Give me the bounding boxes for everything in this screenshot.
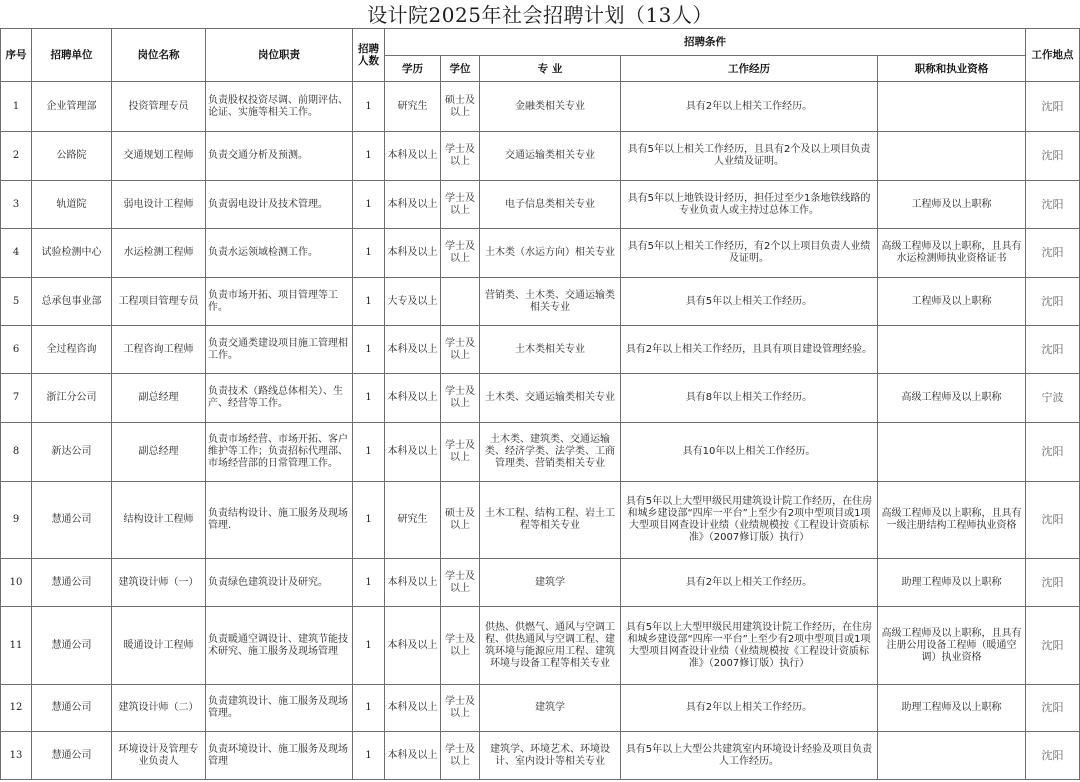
cell-experience: 具有5年以上相关工作经历，有2个以上项目负责人业绩及证明。: [621, 229, 878, 278]
cell-major: 建筑学: [480, 559, 621, 607]
cell-qualification: 高级工程师及以上职称，且具有注册公用设备工程师（暖通空调）执业资格: [878, 607, 1026, 685]
cell-major: 土木类相关专业: [480, 326, 621, 374]
cell-unit: 轨道院: [32, 181, 112, 229]
cell-experience: 具有5年以上地铁设计经历，担任过至少1条地铁线路的专业负责人或主持过总体工作。: [621, 181, 878, 229]
cell-education: 本科及以上: [385, 326, 441, 374]
cell-duty: 负责暖通空调设计、建筑节能技术研究、施工服务及现场管理: [206, 607, 353, 685]
cell-qualification: 工程师及以上职称: [878, 278, 1026, 326]
header-location: 工作地点: [1026, 29, 1080, 82]
cell-duty: 负责交通类建设项目施工管理相工作。: [206, 326, 353, 374]
cell-duty: 负责水运领域检测工作。: [206, 229, 353, 278]
cell-major: 土木类、建筑类、交通运输类、经济学类、法学类、工商管理类、营销类相关专业: [480, 423, 621, 482]
cell-count: 1: [353, 82, 385, 132]
cell-position: 副总经理: [112, 423, 206, 482]
cell-major: 建筑学、环境艺术、环境设计、室内设计等相关专业: [480, 732, 621, 780]
table-row: [1, 482, 1080, 559]
cell-seq: 11: [1, 607, 32, 685]
cell-major: 土木工程、结构工程、岩土工程等相关专业: [480, 482, 621, 559]
cell-seq: 5: [1, 278, 32, 326]
cell-seq: 1: [1, 82, 32, 132]
cell-location: 沈阳: [1026, 423, 1080, 482]
header-experience: 工作经历: [621, 56, 878, 82]
table-row: [1, 132, 1080, 181]
cell-count: 1: [353, 229, 385, 278]
cell-position: 结构设计工程师: [112, 482, 206, 559]
table-row: [1, 607, 1080, 685]
cell-qualification: 高级工程师及以上职称: [878, 374, 1026, 423]
cell-count: 1: [353, 685, 385, 732]
cell-count: 1: [353, 278, 385, 326]
cell-duty: 负责建筑设计、施工服务及现场管理。: [206, 685, 353, 732]
cell-degree: 硕士及以上: [441, 82, 480, 132]
cell-experience: 具有5年以上相关工作经历。: [621, 278, 878, 326]
cell-major: 供热、供燃气、通风与空调工程、供热通风与空调工程、建筑环境与能源应用工程、建筑环境与设备工程等相关专业: [480, 607, 621, 685]
cell-location: 沈阳: [1026, 278, 1080, 326]
header-row-top: [1, 29, 1080, 56]
cell-education: 本科及以上: [385, 685, 441, 732]
cell-qualification: 高级工程师及以上职称，且具有水运检测师执业资格证书: [878, 229, 1026, 278]
cell-major: 营销类、土木类、交通运输类相关专业: [480, 278, 621, 326]
cell-experience: 具有5年以上大型甲级民用建筑设计院工作经历，在住房和城乡建设部“四库一平台”上至少有2项中型项目或1项大型项目网查设计业绩（业绩规模按《工程设计资质标准》（2007修订版）执行）: [621, 482, 878, 559]
cell-seq: 4: [1, 229, 32, 278]
cell-unit: 浙江分公司: [32, 374, 112, 423]
table-row: [1, 326, 1080, 374]
cell-major: 金融类相关专业: [480, 82, 621, 132]
cell-count: 1: [353, 423, 385, 482]
header-count: 招聘人数: [353, 29, 385, 82]
cell-position: 建筑设计师（二）: [112, 685, 206, 732]
cell-duty: 负责交通分析及预测。: [206, 132, 353, 181]
cell-unit: 公路院: [32, 132, 112, 181]
cell-seq: 7: [1, 374, 32, 423]
cell-location: 沈阳: [1026, 181, 1080, 229]
cell-duty: 负责市场开拓、项目管理等工作。: [206, 278, 353, 326]
cell-education: 本科及以上: [385, 607, 441, 685]
cell-experience: 具有5年以上相关工作经历，且具有2个及以上项目负责人业绩及证明。: [621, 132, 878, 181]
header-education: 学历: [385, 56, 441, 82]
cell-count: 1: [353, 482, 385, 559]
cell-location: 沈阳: [1026, 685, 1080, 732]
cell-location: 沈阳: [1026, 229, 1080, 278]
cell-seq: 9: [1, 482, 32, 559]
cell-experience: 具有2年以上相关工作经历。: [621, 685, 878, 732]
cell-degree: 学士及以上: [441, 607, 480, 685]
cell-position: 工程项目管理专员: [112, 278, 206, 326]
header-qualification: 职称和执业资格: [878, 56, 1026, 82]
cell-location: 沈阳: [1026, 132, 1080, 181]
cell-major: 电子信息类相关专业: [480, 181, 621, 229]
cell-unit: 新达公司: [32, 423, 112, 482]
cell-count: 1: [353, 326, 385, 374]
cell-education: 本科及以上: [385, 732, 441, 780]
cell-education: 本科及以上: [385, 559, 441, 607]
cell-degree: 学士及以上: [441, 685, 480, 732]
cell-duty: 负责股权投资尽调、前期评估、论证、实施等相关工作。: [206, 82, 353, 132]
cell-seq: 10: [1, 559, 32, 607]
cell-count: 1: [353, 559, 385, 607]
cell-seq: 8: [1, 423, 32, 482]
cell-qualification: 高级工程师及以上职称，且具有一级注册结构工程师执业资格: [878, 482, 1026, 559]
table-body: [1, 82, 1080, 780]
table-row: [1, 82, 1080, 132]
cell-unit: 全过程咨询: [32, 326, 112, 374]
cell-major: 土木类、交通运输类相关专业: [480, 374, 621, 423]
cell-education: 大专及以上: [385, 278, 441, 326]
cell-experience: 具有5年以上大型甲级民用建筑设计院工作经历，在住房和城乡建设部“四库一平台”上至少有2项中型项目或1项大型项目网查设计业绩（业绩规模按《工程设计资质标准》（2007修订版）执行）: [621, 607, 878, 685]
cell-major: 交通运输类相关专业: [480, 132, 621, 181]
header-conditions: 招聘条件: [385, 29, 1026, 56]
table-row: [1, 278, 1080, 326]
cell-degree: 学士及以上: [441, 423, 480, 482]
cell-position: 工程咨询工程师: [112, 326, 206, 374]
cell-qualification: [878, 82, 1026, 132]
cell-count: 1: [353, 374, 385, 423]
cell-location: 宁波: [1026, 374, 1080, 423]
cell-major: 土木类（水运方向）相关专业: [480, 229, 621, 278]
cell-degree: [441, 278, 480, 326]
header-position: 岗位名称: [112, 29, 206, 82]
cell-degree: 学士及以上: [441, 181, 480, 229]
cell-unit: 慧通公司: [32, 607, 112, 685]
cell-qualification: [878, 732, 1026, 780]
table-row: [1, 732, 1080, 780]
cell-qualification: 工程师及以上职称: [878, 181, 1026, 229]
cell-education: 研究生: [385, 82, 441, 132]
cell-qualification: 助理工程师及以上职称: [878, 685, 1026, 732]
table-row: [1, 423, 1080, 482]
cell-unit: 慧通公司: [32, 482, 112, 559]
header-major: 专 业: [480, 56, 621, 82]
cell-unit: 慧通公司: [32, 732, 112, 780]
cell-education: 本科及以上: [385, 132, 441, 181]
cell-location: 沈阳: [1026, 326, 1080, 374]
cell-duty: 负责技术（路线总体相关）、生产、经营等工作。: [206, 374, 353, 423]
cell-position: 副总经理: [112, 374, 206, 423]
header-degree: 学位: [441, 56, 480, 82]
cell-position: 建筑设计师（一）: [112, 559, 206, 607]
cell-education: 本科及以上: [385, 423, 441, 482]
cell-degree: 学士及以上: [441, 132, 480, 181]
cell-count: 1: [353, 607, 385, 685]
cell-experience: 具有10年以上相关工作经历。: [621, 423, 878, 482]
cell-position: 弱电设计工程师: [112, 181, 206, 229]
cell-unit: 慧通公司: [32, 685, 112, 732]
cell-education: 本科及以上: [385, 181, 441, 229]
cell-location: 沈阳: [1026, 82, 1080, 132]
cell-unit: 慧通公司: [32, 559, 112, 607]
cell-seq: 6: [1, 326, 32, 374]
cell-count: 1: [353, 732, 385, 780]
cell-seq: 12: [1, 685, 32, 732]
cell-experience: 具有8年以上相关工作经历。: [621, 374, 878, 423]
table-row: [1, 181, 1080, 229]
cell-position: 环境设计及管理专业负责人: [112, 732, 206, 780]
cell-location: 沈阳: [1026, 607, 1080, 685]
cell-qualification: [878, 423, 1026, 482]
cell-education: 本科及以上: [385, 229, 441, 278]
cell-location: 沈阳: [1026, 559, 1080, 607]
table-row: [1, 374, 1080, 423]
cell-degree: 学士及以上: [441, 326, 480, 374]
cell-qualification: 助理工程师及以上职称: [878, 559, 1026, 607]
table-row: [1, 685, 1080, 732]
cell-experience: 具有2年以上相关工作经历。: [621, 559, 878, 607]
cell-duty: 负责环境设计、施工服务及现场管理: [206, 732, 353, 780]
cell-location: 沈阳: [1026, 732, 1080, 780]
cell-degree: 学士及以上: [441, 229, 480, 278]
cell-count: 1: [353, 132, 385, 181]
cell-duty: 负责结构设计、施工服务及现场管理.: [206, 482, 353, 559]
cell-major: 建筑学: [480, 685, 621, 732]
cell-experience: 具有5年以上大型公共建筑室内环境设计经验及项目负责人工作经历。: [621, 732, 878, 780]
table-row: [1, 229, 1080, 278]
cell-duty: 负责市场经营、市场开拓、客户维护等工作；负责招标代理部、市场经营部的日常管理工作。: [206, 423, 353, 482]
cell-experience: 具有2年以上相关工作经历。: [621, 82, 878, 132]
cell-count: 1: [353, 181, 385, 229]
cell-education: 本科及以上: [385, 374, 441, 423]
cell-qualification: [878, 326, 1026, 374]
cell-seq: 2: [1, 132, 32, 181]
cell-position: 交通规划工程师: [112, 132, 206, 181]
cell-degree: 学士及以上: [441, 732, 480, 780]
cell-unit: 试验检测中心: [32, 229, 112, 278]
header-unit: 招聘单位: [32, 29, 112, 82]
cell-duty: 负责弱电设计及技术管理。: [206, 181, 353, 229]
cell-degree: 硕士及以上: [441, 482, 480, 559]
cell-position: 水运检测工程师: [112, 229, 206, 278]
cell-experience: 具有2年以上相关工作经历，且具有项目建设管理经验。: [621, 326, 878, 374]
cell-degree: 学士及以上: [441, 559, 480, 607]
cell-position: 暖通设计工程师: [112, 607, 206, 685]
recruitment-table: [0, 28, 1080, 780]
page-title: 设计院2025年社会招聘计划（13人）: [367, 3, 713, 27]
cell-duty: 负责绿色建筑设计及研究。: [206, 559, 353, 607]
table-row: [1, 559, 1080, 607]
cell-qualification: [878, 132, 1026, 181]
cell-unit: 总承包事业部: [32, 278, 112, 326]
cell-seq: 13: [1, 732, 32, 780]
cell-location: 沈阳: [1026, 482, 1080, 559]
header-duty: 岗位职责: [206, 29, 353, 82]
header-seq: 序号: [1, 29, 32, 82]
cell-seq: 3: [1, 181, 32, 229]
cell-unit: 企业管理部: [32, 82, 112, 132]
cell-degree: 学士及以上: [441, 374, 480, 423]
cell-position: 投资管理专员: [112, 82, 206, 132]
cell-education: 研究生: [385, 482, 441, 559]
